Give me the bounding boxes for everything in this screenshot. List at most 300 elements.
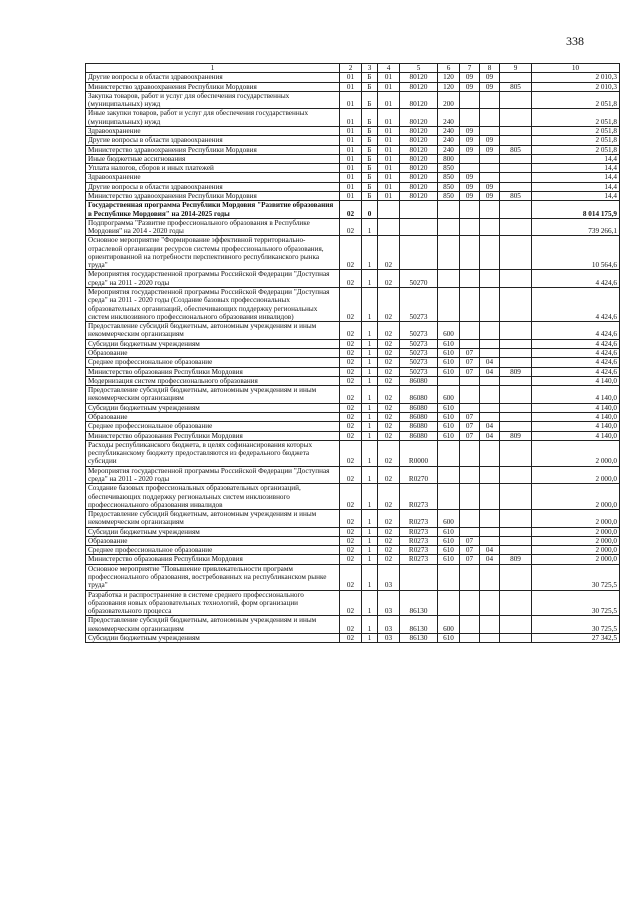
subsection-cell <box>480 218 500 236</box>
section-cell: 07 <box>460 546 480 555</box>
subprogram-code-cell: 1 <box>362 367 378 376</box>
measure-code-cell: 02 <box>378 510 400 528</box>
table-row <box>86 536 620 545</box>
expense-type-cell: 850 <box>438 173 460 182</box>
direction-code-cell <box>400 564 438 590</box>
program-code-cell: 01 <box>340 126 362 135</box>
subsection-cell <box>480 164 500 173</box>
subsection-cell <box>480 386 500 404</box>
subprogram-code-cell: 1 <box>362 634 378 643</box>
amount-cell: 2 051,8 <box>532 91 620 109</box>
subsection-cell: 04 <box>480 358 500 367</box>
direction-code-cell: 50273 <box>400 367 438 376</box>
section-cell <box>460 634 480 643</box>
section-cell: 07 <box>460 349 480 358</box>
amount-cell: 30 725,5 <box>532 564 620 590</box>
program-code-cell: 02 <box>340 546 362 555</box>
table-row <box>86 431 620 440</box>
measure-code-cell: 02 <box>378 484 400 510</box>
expense-type-cell <box>438 466 460 484</box>
table-row <box>86 154 620 163</box>
table-row <box>86 403 620 412</box>
row-name-cell: Иные бюджетные ассигнования <box>86 154 340 163</box>
program-code-cell: 01 <box>340 73 362 82</box>
amount-cell: 4 140,0 <box>532 386 620 404</box>
table-row <box>86 510 620 528</box>
row-name-cell: Основное мероприятие "Формирование эффективной территориально-отраслевой организации ресурсов системы профессионального образования, ориентированной на потребности перспективного республиканского рынка труда" <box>86 236 340 270</box>
measure-code-cell: 02 <box>378 349 400 358</box>
col-header: 3 <box>362 64 378 73</box>
table-row <box>86 386 620 404</box>
direction-code-cell: 80120 <box>400 145 438 154</box>
expense-type-cell: 600 <box>438 386 460 404</box>
section-cell: 09 <box>460 82 480 91</box>
program-code-cell: 02 <box>340 616 362 634</box>
section-cell <box>460 164 480 173</box>
amount-cell: 2 000,0 <box>532 466 620 484</box>
department-cell <box>500 466 532 484</box>
row-name-cell: Здравоохранение <box>86 173 340 182</box>
section-cell: 07 <box>460 536 480 545</box>
measure-code-cell: 02 <box>378 466 400 484</box>
program-code-cell: 01 <box>340 136 362 145</box>
direction-code-cell: 86080 <box>400 403 438 412</box>
measure-code-cell: 02 <box>378 376 400 385</box>
direction-code-cell: 86130 <box>400 634 438 643</box>
measure-code-cell: 02 <box>378 236 400 270</box>
direction-code-cell <box>400 201 438 219</box>
section-cell <box>460 590 480 616</box>
subsection-cell: 09 <box>480 136 500 145</box>
table-row <box>86 466 620 484</box>
direction-code-cell: 86130 <box>400 590 438 616</box>
direction-code-cell: 86080 <box>400 431 438 440</box>
department-cell: 809 <box>500 555 532 564</box>
amount-cell: 4 424,6 <box>532 322 620 340</box>
expense-type-cell <box>438 484 460 510</box>
direction-code-cell: 86080 <box>400 422 438 431</box>
program-code-cell: 02 <box>340 201 362 219</box>
row-name-cell: Разработка и распространение в системе среднего профессионального образования новых образовательных технологий, форм организации образовательного процесса <box>86 590 340 616</box>
amount-cell: 14,4 <box>532 182 620 191</box>
subsection-cell: 04 <box>480 546 500 555</box>
col-header: 1 <box>86 64 340 73</box>
subsection-cell: 09 <box>480 191 500 200</box>
subprogram-code-cell: 1 <box>362 536 378 545</box>
direction-code-cell: 86130 <box>400 616 438 634</box>
row-name-cell: Расходы республиканского бюджета, в целях софинансирования которых республиканскому бюджету предоставляются из федерального бюджета субсидии <box>86 440 340 466</box>
program-code-cell: 02 <box>340 431 362 440</box>
row-name-cell: Другие вопросы в области здравоохранения <box>86 136 340 145</box>
table-row <box>86 201 620 219</box>
section-cell: 07 <box>460 555 480 564</box>
table-row <box>86 236 620 270</box>
subsection-cell <box>480 201 500 219</box>
amount-cell: 2 000,0 <box>532 484 620 510</box>
expense-type-cell <box>438 270 460 288</box>
col-header: 7 <box>460 64 480 73</box>
subsection-cell <box>480 322 500 340</box>
row-name-cell: Иные закупки товаров, работ и услуг для обеспечения государственных (муниципальных) нужд <box>86 109 340 127</box>
section-cell: 09 <box>460 73 480 82</box>
expense-type-cell <box>438 590 460 616</box>
direction-code-cell: 80120 <box>400 73 438 82</box>
department-cell <box>500 349 532 358</box>
department-cell: 805 <box>500 82 532 91</box>
subprogram-code-cell: 1 <box>362 616 378 634</box>
table-row <box>86 288 620 322</box>
department-cell <box>500 484 532 510</box>
col-header: 6 <box>438 64 460 73</box>
subprogram-code-cell: 1 <box>362 484 378 510</box>
subsection-cell <box>480 412 500 421</box>
section-cell <box>460 154 480 163</box>
measure-code-cell: 01 <box>378 182 400 191</box>
department-cell <box>500 590 532 616</box>
row-name-cell: Модернизация систем профессионального образования <box>86 376 340 385</box>
measure-code-cell: 01 <box>378 173 400 182</box>
direction-code-cell <box>400 218 438 236</box>
subprogram-code-cell: Б <box>362 91 378 109</box>
expense-type-cell: 610 <box>438 412 460 421</box>
subsection-cell: 04 <box>480 367 500 376</box>
section-cell <box>460 322 480 340</box>
row-name-cell: Образование <box>86 412 340 421</box>
expense-type-cell: 610 <box>438 546 460 555</box>
section-cell: 09 <box>460 136 480 145</box>
expense-type-cell: 850 <box>438 191 460 200</box>
program-code-cell: 02 <box>340 590 362 616</box>
amount-cell: 2 010,3 <box>532 73 620 82</box>
subsection-cell: 04 <box>480 431 500 440</box>
section-cell <box>460 510 480 528</box>
table-row <box>86 422 620 431</box>
row-name-cell: Мероприятия государственной программы Российской Федерации "Доступная среда" на 2011 - 2020 годы <box>86 466 340 484</box>
section-cell: 07 <box>460 367 480 376</box>
row-name-cell: Субсидии бюджетным учреждениям <box>86 339 340 348</box>
program-code-cell: 01 <box>340 182 362 191</box>
direction-code-cell: 50273 <box>400 322 438 340</box>
subsection-cell <box>480 173 500 182</box>
direction-code-cell: 80120 <box>400 182 438 191</box>
amount-cell: 14,4 <box>532 154 620 163</box>
direction-code-cell: 50270 <box>400 270 438 288</box>
measure-code-cell: 03 <box>378 616 400 634</box>
measure-code-cell: 02 <box>378 536 400 545</box>
section-cell <box>460 616 480 634</box>
amount-cell: 2 051,8 <box>532 126 620 135</box>
table-row <box>86 91 620 109</box>
program-code-cell: 02 <box>340 386 362 404</box>
row-name-cell: Государственная программа Республики Мордовия "Развитие образования в Республике Мордовия" на 2014-2025 годы <box>86 201 340 219</box>
col-header: 4 <box>378 64 400 73</box>
expense-type-cell: 240 <box>438 109 460 127</box>
section-cell: 07 <box>460 358 480 367</box>
subprogram-code-cell: Б <box>362 191 378 200</box>
section-cell <box>460 339 480 348</box>
program-code-cell: 02 <box>340 555 362 564</box>
measure-code-cell: 02 <box>378 270 400 288</box>
measure-code-cell: 01 <box>378 164 400 173</box>
table-row <box>86 270 620 288</box>
expense-type-cell <box>438 564 460 590</box>
section-cell: 09 <box>460 126 480 135</box>
section-cell: 09 <box>460 191 480 200</box>
amount-cell: 2 000,0 <box>532 510 620 528</box>
subsection-cell <box>480 126 500 135</box>
department-cell <box>500 173 532 182</box>
row-name-cell: Основное мероприятие "Повышение привлекательности программ профессионального образования, востребованных на республиканском рынке труда" <box>86 564 340 590</box>
direction-code-cell: 80120 <box>400 173 438 182</box>
amount-cell: 4 424,6 <box>532 270 620 288</box>
department-cell <box>500 386 532 404</box>
table-row <box>86 376 620 385</box>
row-name-cell: Субсидии бюджетным учреждениям <box>86 403 340 412</box>
direction-code-cell: 86080 <box>400 412 438 421</box>
subsection-cell <box>480 564 500 590</box>
program-code-cell: 02 <box>340 422 362 431</box>
subsection-cell: 09 <box>480 73 500 82</box>
department-cell <box>500 412 532 421</box>
subprogram-code-cell: Б <box>362 164 378 173</box>
amount-cell: 14,4 <box>532 173 620 182</box>
measure-code-cell: 01 <box>378 154 400 163</box>
subsection-cell <box>480 349 500 358</box>
amount-cell: 4 140,0 <box>532 431 620 440</box>
measure-code-cell: 03 <box>378 634 400 643</box>
expense-type-cell: 600 <box>438 322 460 340</box>
expense-type-cell: 240 <box>438 136 460 145</box>
direction-code-cell: R0273 <box>400 527 438 536</box>
expense-type-cell: 610 <box>438 634 460 643</box>
amount-cell: 27 342,5 <box>532 634 620 643</box>
subsection-cell <box>480 339 500 348</box>
measure-code-cell: 02 <box>378 412 400 421</box>
row-name-cell: Другие вопросы в области здравоохранения <box>86 182 340 191</box>
subsection-cell <box>480 484 500 510</box>
table-row <box>86 358 620 367</box>
direction-code-cell: 80120 <box>400 82 438 91</box>
table-row <box>86 164 620 173</box>
subsection-cell: 04 <box>480 422 500 431</box>
program-code-cell: 02 <box>340 403 362 412</box>
amount-cell: 4 424,6 <box>532 339 620 348</box>
direction-code-cell: 80120 <box>400 109 438 127</box>
subprogram-code-cell: 1 <box>362 466 378 484</box>
subprogram-code-cell: 1 <box>362 218 378 236</box>
row-name-cell: Субсидии бюджетным учреждениям <box>86 634 340 643</box>
program-code-cell: 01 <box>340 173 362 182</box>
measure-code-cell: 01 <box>378 145 400 154</box>
measure-code-cell: 02 <box>378 386 400 404</box>
table-row <box>86 82 620 91</box>
subprogram-code-cell: 1 <box>362 510 378 528</box>
measure-code-cell <box>378 201 400 219</box>
page-number: 338 <box>566 34 584 48</box>
subprogram-code-cell: Б <box>362 173 378 182</box>
col-header: 8 <box>480 64 500 73</box>
department-cell <box>500 339 532 348</box>
subsection-cell <box>480 288 500 322</box>
direction-code-cell: R0273 <box>400 536 438 545</box>
subprogram-code-cell: Б <box>362 109 378 127</box>
expense-type-cell: 600 <box>438 510 460 528</box>
row-name-cell: Субсидии бюджетным учреждениям <box>86 527 340 536</box>
table-row <box>86 191 620 200</box>
section-cell <box>460 288 480 322</box>
amount-cell: 14,4 <box>532 191 620 200</box>
subprogram-code-cell: 1 <box>362 564 378 590</box>
program-code-cell: 01 <box>340 82 362 91</box>
department-cell <box>500 440 532 466</box>
table-row <box>86 322 620 340</box>
section-cell: 09 <box>460 173 480 182</box>
measure-code-cell: 01 <box>378 91 400 109</box>
section-cell: 07 <box>460 431 480 440</box>
amount-cell: 10 564,6 <box>532 236 620 270</box>
measure-code-cell: 03 <box>378 590 400 616</box>
direction-code-cell: R0273 <box>400 510 438 528</box>
section-cell <box>460 466 480 484</box>
subprogram-code-cell: 1 <box>362 386 378 404</box>
expense-type-cell <box>438 288 460 322</box>
expense-type-cell <box>438 376 460 385</box>
program-code-cell: 02 <box>340 527 362 536</box>
table-row <box>86 634 620 643</box>
subsection-cell <box>480 590 500 616</box>
department-cell <box>500 136 532 145</box>
amount-cell: 2 000,0 <box>532 555 620 564</box>
program-code-cell: 02 <box>340 367 362 376</box>
amount-cell: 4 140,0 <box>532 403 620 412</box>
direction-code-cell: 80120 <box>400 136 438 145</box>
row-name-cell: Образование <box>86 536 340 545</box>
section-cell <box>460 484 480 510</box>
row-name-cell: Среднее профессиональное образование <box>86 546 340 555</box>
expense-type-cell: 610 <box>438 339 460 348</box>
department-cell <box>500 403 532 412</box>
amount-cell: 2 000,0 <box>532 536 620 545</box>
subprogram-code-cell: 1 <box>362 527 378 536</box>
subsection-cell: 04 <box>480 555 500 564</box>
program-code-cell: 02 <box>340 322 362 340</box>
subsection-cell <box>480 527 500 536</box>
program-code-cell: 02 <box>340 510 362 528</box>
section-cell <box>460 201 480 219</box>
expense-type-cell: 120 <box>438 73 460 82</box>
expense-type-cell: 610 <box>438 431 460 440</box>
department-cell <box>500 422 532 431</box>
measure-code-cell: 02 <box>378 555 400 564</box>
measure-code-cell: 02 <box>378 422 400 431</box>
table-row <box>86 109 620 127</box>
amount-cell: 2 010,3 <box>532 82 620 91</box>
row-name-cell: Предоставление субсидий бюджетным, автономным учреждениям и иным некоммерческим организациям <box>86 510 340 528</box>
row-name-cell: Подпрограмма "Развитие профессионального образования в Республике Мордовия" на 2014 - 2020 годы <box>86 218 340 236</box>
subsection-cell <box>480 616 500 634</box>
program-code-cell: 02 <box>340 349 362 358</box>
program-code-cell: 01 <box>340 154 362 163</box>
amount-cell: 2 051,8 <box>532 145 620 154</box>
subprogram-code-cell: 1 <box>362 403 378 412</box>
department-cell: 805 <box>500 145 532 154</box>
amount-cell: 30 725,5 <box>532 616 620 634</box>
measure-code-cell: 02 <box>378 527 400 536</box>
department-cell <box>500 546 532 555</box>
department-cell <box>500 616 532 634</box>
section-cell <box>460 564 480 590</box>
direction-code-cell: 80120 <box>400 91 438 109</box>
measure-code-cell <box>378 218 400 236</box>
amount-cell: 30 725,5 <box>532 590 620 616</box>
subsection-cell: 09 <box>480 82 500 91</box>
table-row <box>86 367 620 376</box>
table-row <box>86 218 620 236</box>
table-row <box>86 136 620 145</box>
program-code-cell: 02 <box>340 564 362 590</box>
row-name-cell: Предоставление субсидий бюджетным, автономным учреждениям и иным некоммерческим организациям <box>86 322 340 340</box>
row-name-cell: Среднее профессиональное образование <box>86 358 340 367</box>
expense-type-cell <box>438 440 460 466</box>
row-name-cell: Министерство здравоохранения Республики Мордовия <box>86 82 340 91</box>
table-row <box>86 527 620 536</box>
direction-code-cell <box>400 236 438 270</box>
expense-type-cell <box>438 236 460 270</box>
direction-code-cell: 80120 <box>400 126 438 135</box>
header-row <box>86 64 620 73</box>
row-name-cell: Среднее профессиональное образование <box>86 422 340 431</box>
table-row <box>86 145 620 154</box>
subsection-cell <box>480 91 500 109</box>
row-name-cell: Министерство здравоохранения Республики Мордовия <box>86 191 340 200</box>
section-cell <box>460 270 480 288</box>
amount-cell: 2 051,8 <box>532 109 620 127</box>
subprogram-code-cell: 1 <box>362 422 378 431</box>
subprogram-code-cell: 1 <box>362 270 378 288</box>
subsection-cell <box>480 376 500 385</box>
direction-code-cell: 86080 <box>400 376 438 385</box>
program-code-cell: 02 <box>340 634 362 643</box>
row-name-cell: Образование <box>86 349 340 358</box>
direction-code-cell: 80120 <box>400 191 438 200</box>
expense-type-cell: 120 <box>438 82 460 91</box>
table-row <box>86 126 620 135</box>
subprogram-code-cell: Б <box>362 154 378 163</box>
department-cell: 805 <box>500 191 532 200</box>
subsection-cell <box>480 510 500 528</box>
subsection-cell <box>480 270 500 288</box>
amount-cell: 8 014 175,9 <box>532 201 620 219</box>
expense-type-cell: 200 <box>438 91 460 109</box>
table-row <box>86 590 620 616</box>
program-code-cell: 01 <box>340 191 362 200</box>
direction-code-cell: R0000 <box>400 440 438 466</box>
measure-code-cell: 02 <box>378 288 400 322</box>
measure-code-cell: 01 <box>378 126 400 135</box>
subprogram-code-cell: 1 <box>362 288 378 322</box>
amount-cell: 2 000,0 <box>532 546 620 555</box>
expense-type-cell: 850 <box>438 164 460 173</box>
program-code-cell: 01 <box>340 109 362 127</box>
program-code-cell: 02 <box>340 484 362 510</box>
subprogram-code-cell: Б <box>362 73 378 82</box>
measure-code-cell: 02 <box>378 403 400 412</box>
subsection-cell <box>480 236 500 270</box>
amount-cell: 739 266,1 <box>532 218 620 236</box>
subprogram-code-cell: 1 <box>362 590 378 616</box>
subprogram-code-cell: Б <box>362 182 378 191</box>
section-cell <box>460 440 480 466</box>
